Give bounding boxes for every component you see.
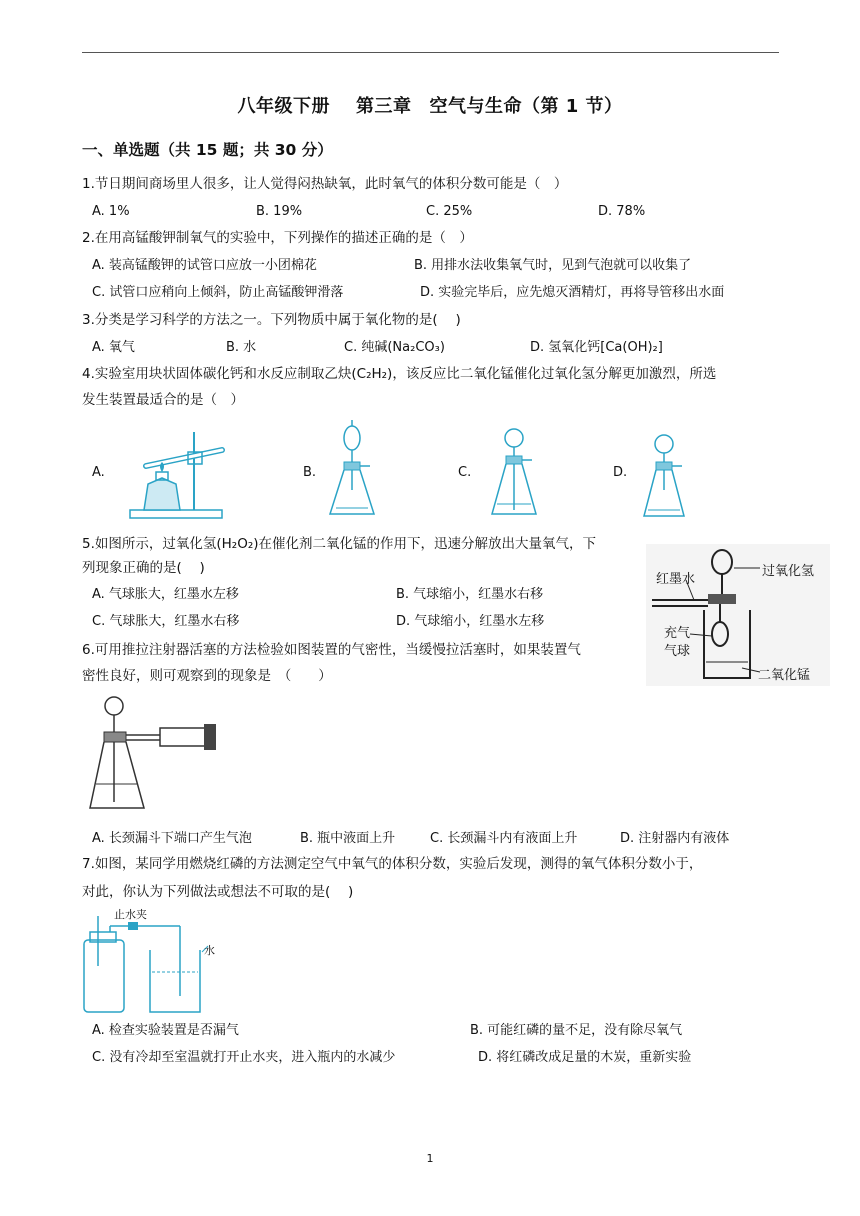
q6-option-b[interactable]: B. 瓶中液面上升 (300, 831, 396, 846)
q7-option-d[interactable]: D. 将红磷改成足量的木炭，重新实验 (478, 1050, 692, 1065)
q3-option-d[interactable]: D. 氢氧化钙[Ca(OH)₂] (530, 340, 663, 355)
q5-label-peroxide: 过氧化氢 (762, 564, 815, 579)
q1-option-c[interactable]: C. 25% (426, 204, 473, 219)
q4-option-a[interactable]: A. (92, 465, 105, 480)
q1-option-a[interactable]: A. 1% (92, 204, 130, 219)
title-grade: 八年级下册 (237, 96, 330, 117)
q5-label-mno2: 二氧化锰 (758, 668, 811, 683)
question-3-stem: 3.分类是学习科学的方法之一。下列物质中属于氧化物的是( ) (82, 312, 461, 328)
question-6-stem-line1: 6.可用推拉注射器活塞的方法检验如图装置的气密性，当缓慢拉活塞时，如果装置气 (82, 642, 581, 658)
q2-option-d[interactable]: D. 实验完毕后，应先熄灭酒精灯，再将导管移出水面 (420, 285, 725, 300)
q7-option-a[interactable]: A. 检查实验装置是否漏气 (92, 1023, 239, 1038)
q7-figure (80, 906, 250, 1016)
q4-option-c[interactable]: C. (458, 465, 472, 480)
q7-label-clamp: 止水夹 (114, 908, 147, 921)
q6-syringe-figure (86, 692, 226, 816)
question-4-stem-line2: 发生装置最适合的是（ ） (82, 392, 244, 408)
q5-label-balloon: 气球 (664, 644, 691, 659)
q5-option-c[interactable]: C. 气球胀大，红墨水右移 (92, 614, 240, 629)
q5-label-red-ink: 红墨水 (656, 572, 696, 587)
q2-option-c[interactable]: C. 试管口应稍向上倾斜，防止高锰酸钾滑落 (92, 285, 344, 300)
q6-option-d[interactable]: D. 注射器内有液体 (620, 831, 730, 846)
question-7-stem-line1: 7.如图，某同学用燃烧红磷的方法测定空气中氧气的体积分数，实验后发现，测得的氧气体积分数小于， (82, 856, 703, 872)
q5-label-inflated: 充气 (664, 626, 691, 641)
q1-option-d[interactable]: D. 78% (598, 204, 646, 219)
q4-apparatus-d-figure (640, 430, 696, 522)
title-chapter: 第三章 (355, 96, 412, 117)
q7-option-c[interactable]: C. 没有冷却至室温就打开止水夹，进入瓶内的水减少 (92, 1050, 396, 1065)
q4-apparatus-a-figure (124, 422, 230, 522)
q4-apparatus-b-figure (326, 418, 386, 522)
q2-option-b[interactable]: B. 用排水法收集氧气时，见到气泡就可以收集了 (414, 258, 692, 273)
q6-option-a[interactable]: A. 长颈漏斗下端口产生气泡 (92, 831, 252, 846)
q3-option-c[interactable]: C. 纯碱(Na₂CO₃) (344, 340, 445, 355)
q4-option-d[interactable]: D. (613, 465, 628, 480)
q3-option-a[interactable]: A. 氧气 (92, 340, 135, 355)
q6-option-c[interactable]: C. 长颈漏斗内有液面上升 (430, 831, 578, 846)
section-heading: 一、单选题（共 15 题；共 30 分） (82, 141, 333, 159)
question-4-stem-line1: 4.实验室用块状固体碳化钙和水反应制取乙炔(C₂H₂)，该反应比二氧化锰催化过氧化氢分解更加激烈，所选 (82, 366, 717, 382)
question-2-stem: 2.在用高锰酸钾制氧气的实验中，下列操作的描述正确的是（ ） (82, 230, 473, 246)
q4-option-b[interactable]: B. (303, 465, 317, 480)
page-number: 1 (426, 1152, 434, 1165)
q5-option-a[interactable]: A. 气球胀大，红墨水左移 (92, 587, 239, 602)
title-topic: 空气与生命（第 1 节） (429, 96, 623, 117)
page-title (0, 92, 860, 118)
q1-option-b[interactable]: B. 19% (256, 204, 303, 219)
q7-label-water: 水 (204, 944, 215, 957)
q4-apparatus-c-figure (488, 426, 548, 522)
question-6-stem-line2: 密性良好，则可观察到的现象是 （ ） (82, 668, 332, 684)
question-5-stem-line1: 5.如图所示，过氧化氢(H₂O₂)在催化剂二氧化锰的作用下，迅速分解放出大量氧气，下 (82, 536, 597, 552)
q2-option-a[interactable]: A. 装高锰酸钾的试管口应放一小团棉花 (92, 258, 317, 273)
question-5-stem-line2: 列现象正确的是( ) (82, 560, 205, 576)
question-7-stem-line2: 对此，你认为下列做法或想法不可取的是( ) (82, 884, 354, 900)
q5-option-d[interactable]: D. 气球缩小，红墨水左移 (396, 614, 545, 629)
q7-option-b[interactable]: B. 可能红磷的量不足，没有除尽氧气 (470, 1023, 683, 1038)
q5-option-b[interactable]: B. 气球缩小，红墨水右移 (396, 587, 544, 602)
q3-option-b[interactable]: B. 水 (226, 340, 257, 355)
header-rule (82, 52, 779, 53)
question-1-stem: 1.节日期间商场里人很多，让人觉得闷热缺氧，此时氧气的体积分数可能是（ ） (82, 176, 568, 192)
